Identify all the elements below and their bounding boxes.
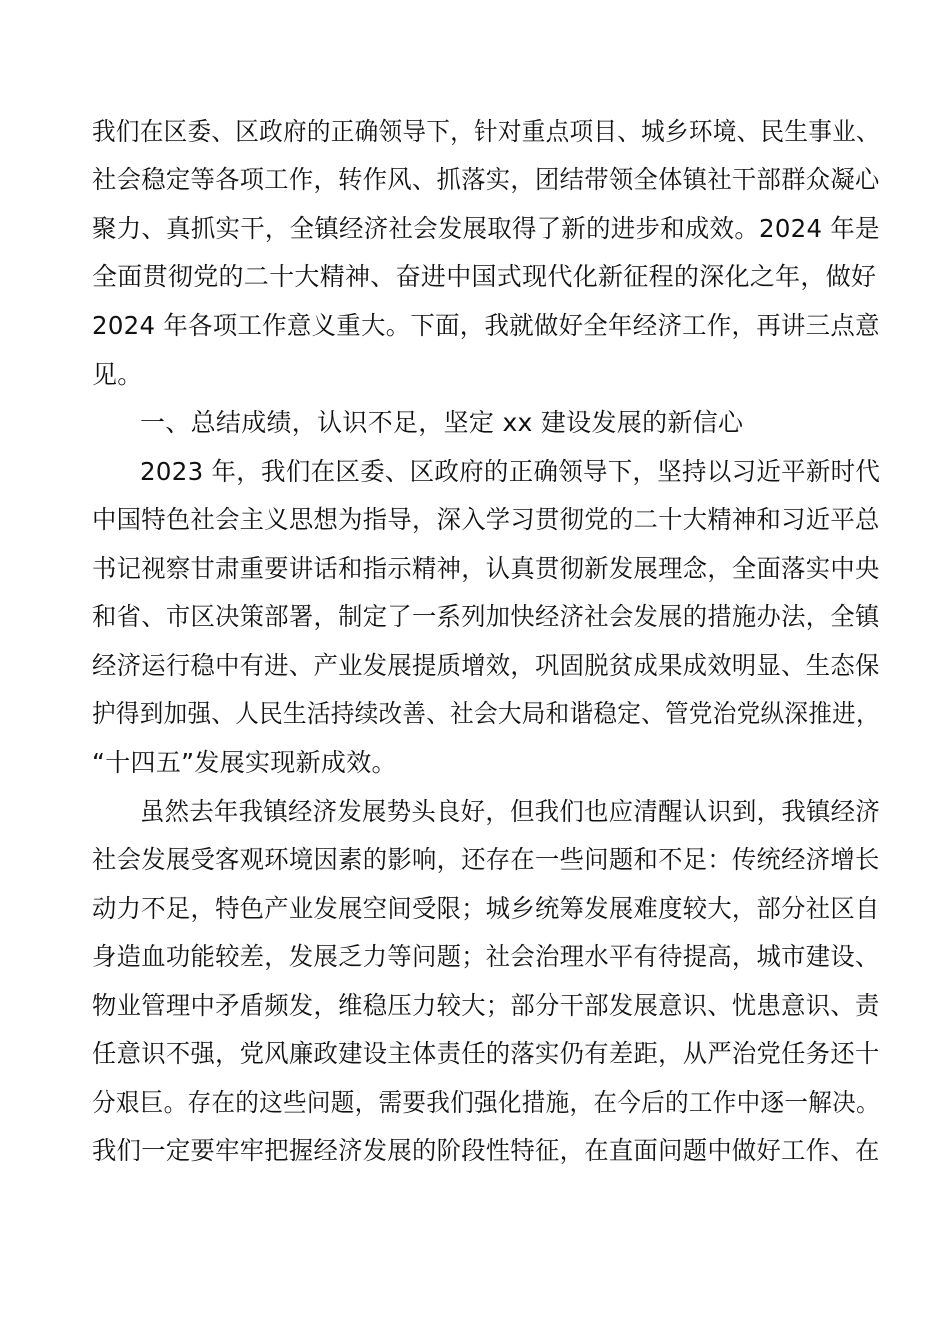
text-line-15: 虽然去年我镇经济发展势头良好，但我们也应清醒认识到，我镇经济 — [140, 797, 881, 826]
text-line-20: 任意识不强，党风廉政建设主体责任的落实仍有差距，从严治党任务还十 — [92, 1039, 880, 1068]
text-line-17: 动力不足，特色产业发展空间受限；城乡统筹发展难度较大，部分社区自 — [92, 894, 880, 923]
text-line-6: 见。 — [92, 360, 143, 389]
text-line-22: 我们一定要牢牢把握经济发展的阶段性特征，在直面问题中做好工作、在 — [92, 1136, 880, 1165]
text-line-12: 经济运行稳中有进、产业发展提质增效，巩固脱贫成果成效明显、生态保 — [92, 651, 880, 680]
text-line-13: 护得到加强、人民生活持续改善、社会大局和谐稳定、管党治党纵深推进， — [92, 699, 880, 728]
text-line-14: “十四五”发展实现新成效。 — [92, 748, 397, 777]
text-line-2: 社会稳定等各项工作，转作风、抓落实，团结带领全体镇社干部群众凝心 — [92, 165, 880, 194]
text-line-10: 书记视察甘肃重要讲话和指示精神，认真贯彻新发展理念，全面落实中央 — [92, 554, 880, 583]
text-line-1: 我们在区委、区政府的正确领导下，针对重点项目、城乡环境、民生事业、 — [92, 117, 880, 146]
text-line-4: 全面贯彻党的二十大精神、奋进中国式现代化新征程的深化之年，做好 — [92, 262, 877, 291]
text-line-19: 物业管理中矛盾频发，维稳压力较大；部分干部发展意识、忧患意识、责 — [92, 991, 880, 1020]
text-line-18: 身造血功能较差，发展乏力等问题；社会治理水平有待提高，城市建设、 — [92, 942, 880, 971]
text-line-3: 聚力、真抓实干，全镇经济社会发展取得了新的进步和成效。2024 年是 — [92, 214, 880, 243]
text-line-21: 分艰巨。存在的这些问题，需要我们强化措施，在今后的工作中逐一解决。 — [92, 1088, 880, 1117]
text-line-8: 2023 年，我们在区委、区政府的正确领导下，坚持以习近平新时代 — [140, 457, 881, 486]
text-line-9: 中国特色社会主义思想为指导，深入学习贯彻党的二十大精神和习近平总 — [92, 505, 880, 534]
text-line-5: 2024 年各项工作意义重大。下面，我就做好全年经济工作，再讲三点意 — [92, 311, 880, 340]
section-heading: 一、总结成绩，认识不足，坚定 xx 建设发展的新信心 — [140, 408, 744, 437]
text-line-11: 和省、市区决策部署，制定了一系列加快经济社会发展的措施办法，全镇 — [92, 602, 880, 631]
text-line-16: 社会发展受客观环境因素的影响，还存在一些问题和不足：传统经济增长 — [92, 845, 880, 874]
